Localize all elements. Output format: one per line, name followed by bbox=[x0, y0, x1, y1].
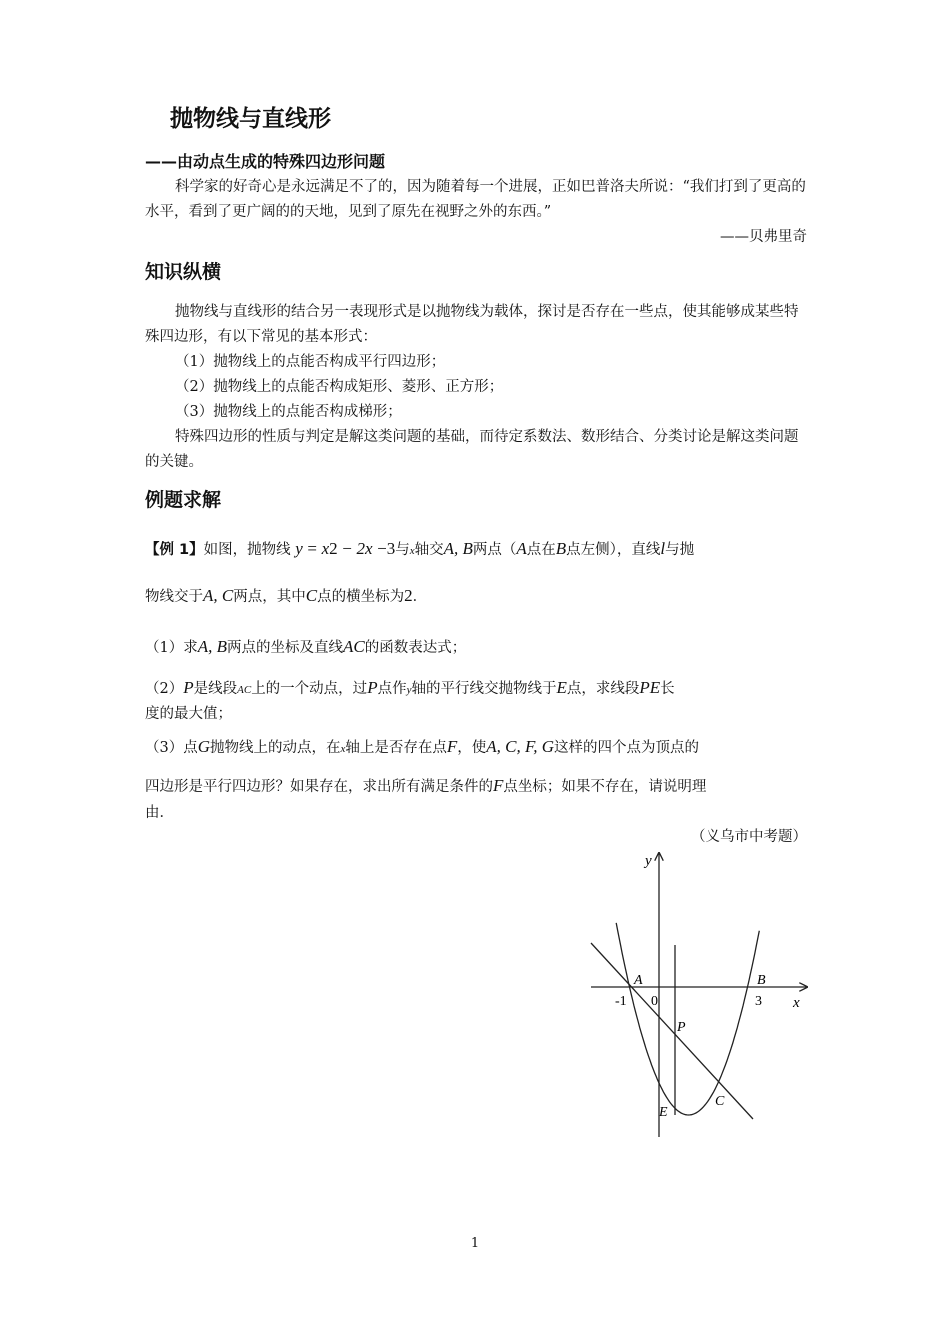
label-e: E bbox=[659, 1105, 668, 1120]
label-c: C bbox=[715, 1094, 725, 1109]
parabola-figure bbox=[585, 845, 815, 1145]
list-item: （2）抛物线上的点能否构成矩形、菱形、正方形； bbox=[175, 379, 504, 395]
page-subtitle: ——由动点生成的特殊四边形问题 bbox=[145, 152, 386, 171]
list-item: （1）抛物线上的点能否构成平行四边形； bbox=[175, 354, 446, 370]
example-line-2: 物线交于A, C两点，其中C点的横坐标为2． bbox=[145, 586, 428, 605]
question-3-cont: 四边形是平行四边形？如果存在，求出所有满足条件的F点坐标；如果不存在，请说明理 bbox=[145, 776, 707, 795]
list-item: （3）抛物线上的点能否构成梯形； bbox=[175, 404, 402, 420]
parabola-curve bbox=[616, 923, 759, 1115]
quote-author: ——贝弗里奇 bbox=[720, 229, 807, 245]
label-three: 3 bbox=[755, 994, 762, 1009]
label-y: y bbox=[645, 853, 652, 869]
quote-text: 科学家的好奇心是永远满足不了的，因为随着每一个进展，正如巴普洛夫所说：“我们打到了更高的水平，看到了更广阔的的天地，见到了原先在视野之外的东西。” bbox=[145, 179, 806, 220]
question-2: （2）P是线段AC上的一个动点，过P点作y轴的平行线交抛物线于E点，求线段PE长 bbox=[145, 678, 675, 697]
label-minus1: -1 bbox=[615, 994, 627, 1009]
example-line-1: 【例 1】如图，抛物线 y = x2 − 2x −3与x轴交A, B两点（A点在B点左侧），直线l与抛 bbox=[145, 539, 695, 558]
line-ac bbox=[591, 943, 753, 1119]
label-x: x bbox=[793, 995, 800, 1011]
question-3-end: 由． bbox=[145, 805, 174, 821]
section-intro: 抛物线与直线形的结合另一表现形式是以抛物线为载体，探讨是否存在一些点，使其能够成某些特殊四边形，有以下常见的基本形式： bbox=[145, 304, 799, 345]
section-heading-examples: 例题求解 bbox=[145, 489, 222, 511]
page-title: 抛物线与直线形 bbox=[170, 106, 331, 132]
label-b: B bbox=[757, 973, 766, 988]
example-label: 【例 1】 bbox=[145, 542, 204, 558]
page-number: 1 bbox=[470, 1236, 480, 1251]
question-1: （1）求A, B两点的坐标及直线AC的函数表达式； bbox=[145, 637, 467, 656]
question-2-cont: 度的最大值； bbox=[145, 706, 232, 722]
label-zero: 0 bbox=[651, 994, 658, 1009]
question-3: （3）点G抛物线上的动点，在x轴上是否存在点F，使A, C, F, G这样的四个点为顶点的 bbox=[145, 737, 699, 756]
source-note: （义乌市中考题） bbox=[691, 829, 807, 845]
label-a: A bbox=[634, 973, 643, 988]
section-closing: 特殊四边形的性质与判定是解这类问题的基础，而待定系数法、数形结合、分类讨论是解这类问题的关键。 bbox=[145, 429, 799, 470]
section-heading-knowledge: 知识纵横 bbox=[145, 261, 222, 283]
label-p: P bbox=[677, 1020, 686, 1035]
